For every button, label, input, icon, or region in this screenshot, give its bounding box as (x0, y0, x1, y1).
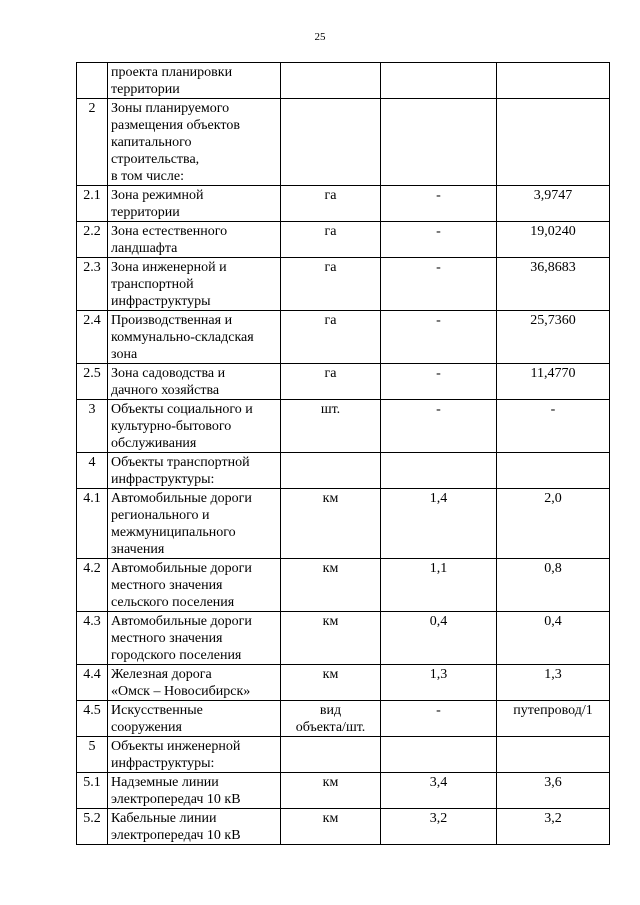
row-number-cell: 4.2 (77, 559, 108, 612)
row-unit-cell (281, 99, 381, 186)
table-row (77, 665, 610, 701)
row-name-cell: Железная дорога «Омск – Новосибирск» (108, 665, 281, 701)
row-number-cell: 2.1 (77, 186, 108, 222)
row-value-current-cell: 3,2 (381, 809, 497, 845)
row-number-cell: 2 (77, 99, 108, 186)
row-name-cell: Зоны планируемого размещения объектов капитального строительства, в том числе: (108, 99, 281, 186)
row-value-current-cell: - (381, 258, 497, 311)
table-row (77, 400, 610, 453)
row-value-current-cell (381, 63, 497, 99)
row-value-projected-cell: 36,8683 (497, 258, 610, 311)
table-row (77, 773, 610, 809)
row-unit-cell: км (281, 612, 381, 665)
row-value-current-cell: 1,4 (381, 489, 497, 559)
indicators-table (76, 62, 610, 845)
table-row (77, 186, 610, 222)
row-number-cell: 3 (77, 400, 108, 453)
table-row (77, 809, 610, 845)
row-value-projected-cell: 11,4770 (497, 364, 610, 400)
row-value-current-cell: 3,4 (381, 773, 497, 809)
row-value-projected-cell: 3,2 (497, 809, 610, 845)
row-unit-cell: км (281, 665, 381, 701)
row-unit-cell: км (281, 489, 381, 559)
row-value-projected-cell: 25,7360 (497, 311, 610, 364)
row-number-cell: 5.2 (77, 809, 108, 845)
row-unit-cell: га (281, 258, 381, 311)
row-unit-cell (281, 453, 381, 489)
row-value-projected-cell: 19,0240 (497, 222, 610, 258)
row-value-projected-cell (497, 63, 610, 99)
table-row (77, 612, 610, 665)
row-name-cell: Зона садоводства и дачного хозяйства (108, 364, 281, 400)
row-number-cell: 2.4 (77, 311, 108, 364)
row-number-cell: 4.1 (77, 489, 108, 559)
row-name-cell: Объекты социального и культурно-бытового обслуживания (108, 400, 281, 453)
row-name-cell: Зона естественного ландшафта (108, 222, 281, 258)
row-value-projected-cell: - (497, 400, 610, 453)
row-name-cell: Автомобильные дороги местного значения городского поселения (108, 612, 281, 665)
row-name-cell: проекта планировки территории (108, 63, 281, 99)
row-value-current-cell: - (381, 400, 497, 453)
row-unit-cell: км (281, 809, 381, 845)
row-unit-cell (281, 63, 381, 99)
row-number-cell (77, 63, 108, 99)
row-value-current-cell (381, 737, 497, 773)
row-name-cell: Объекты инженерной инфраструктуры: (108, 737, 281, 773)
row-value-current-cell: - (381, 186, 497, 222)
row-value-projected-cell (497, 737, 610, 773)
row-value-current-cell: - (381, 701, 497, 737)
row-number-cell: 2.5 (77, 364, 108, 400)
row-unit-cell: вид объекта/шт. (281, 701, 381, 737)
row-value-projected-cell: 0,8 (497, 559, 610, 612)
row-unit-cell (281, 737, 381, 773)
row-name-cell: Объекты транспортной инфраструктуры: (108, 453, 281, 489)
row-number-cell: 4.4 (77, 665, 108, 701)
row-name-cell: Искусственные сооружения (108, 701, 281, 737)
row-value-projected-cell: путепровод/1 (497, 701, 610, 737)
row-name-cell: Зона инженерной и транспортной инфраструктуры (108, 258, 281, 311)
row-name-cell: Автомобильные дороги регионального и межмуниципального значения (108, 489, 281, 559)
row-value-projected-cell (497, 453, 610, 489)
table-row (77, 222, 610, 258)
row-name-cell: Производственная и коммунально-складская зона (108, 311, 281, 364)
table-row (77, 453, 610, 489)
table-row (77, 63, 610, 99)
row-unit-cell: км (281, 773, 381, 809)
row-value-current-cell: 1,1 (381, 559, 497, 612)
row-name-cell: Автомобильные дороги местного значения сельского поселения (108, 559, 281, 612)
row-number-cell: 4.3 (77, 612, 108, 665)
table-body (77, 63, 610, 845)
table-row (77, 701, 610, 737)
row-value-current-cell: - (381, 364, 497, 400)
row-number-cell: 2.2 (77, 222, 108, 258)
row-value-projected-cell (497, 99, 610, 186)
row-number-cell: 2.3 (77, 258, 108, 311)
table-row (77, 737, 610, 773)
row-value-projected-cell: 3,9747 (497, 186, 610, 222)
row-number-cell: 4 (77, 453, 108, 489)
row-value-projected-cell: 0,4 (497, 612, 610, 665)
page-number: 25 (314, 31, 326, 43)
row-name-cell: Надземные линии электропередач 10 кВ (108, 773, 281, 809)
row-unit-cell: га (281, 222, 381, 258)
row-unit-cell: км (281, 559, 381, 612)
row-unit-cell: га (281, 186, 381, 222)
row-value-current-cell (381, 99, 497, 186)
row-name-cell: Зона режимной территории (108, 186, 281, 222)
row-number-cell: 4.5 (77, 701, 108, 737)
table-row (77, 311, 610, 364)
table-row (77, 559, 610, 612)
row-value-current-cell: 1,3 (381, 665, 497, 701)
row-value-current-cell: - (381, 222, 497, 258)
row-value-current-cell: 0,4 (381, 612, 497, 665)
table-row (77, 364, 610, 400)
row-unit-cell: га (281, 364, 381, 400)
table-row (77, 489, 610, 559)
row-name-cell: Кабельные линии электропередач 10 кВ (108, 809, 281, 845)
row-unit-cell: га (281, 311, 381, 364)
row-number-cell: 5.1 (77, 773, 108, 809)
row-value-current-cell: - (381, 311, 497, 364)
table-row (77, 258, 610, 311)
row-value-projected-cell: 2,0 (497, 489, 610, 559)
row-unit-cell: шт. (281, 400, 381, 453)
row-value-current-cell (381, 453, 497, 489)
row-value-projected-cell: 1,3 (497, 665, 610, 701)
row-value-projected-cell: 3,6 (497, 773, 610, 809)
table-row (77, 99, 610, 186)
row-number-cell: 5 (77, 737, 108, 773)
